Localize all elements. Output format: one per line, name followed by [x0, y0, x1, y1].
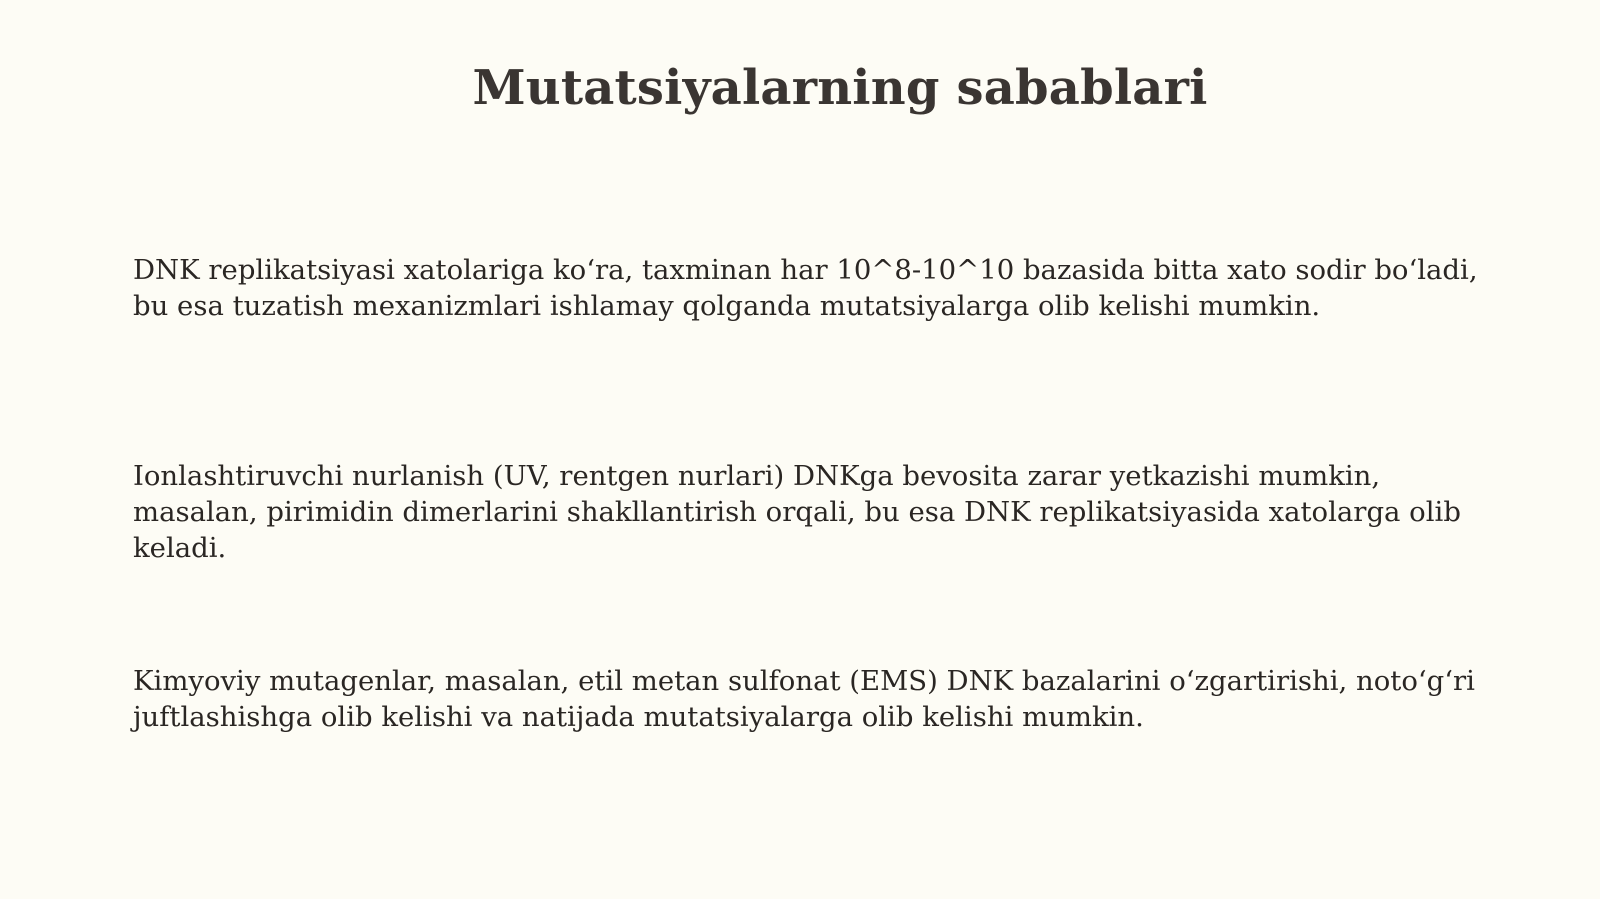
paragraph-replication-errors: DNK replikatsiyasi xatolariga koʻra, taxminan har 10^8-10^10 bazasida bitta xato sodir boʻladi, bu esa tuzatish mexanizmlari ishlamay qolganda mutatsiyalarga olib kelishi mumkin.	[133, 254, 1478, 322]
paragraph-chemical-mutagens: Kimyoviy mutagenlar, masalan, etil metan sulfonat (EMS) DNK bazalarini oʻzgartirishi, notoʻgʻri juftlashishga olib kelishi va natijada mutatsiyalarga olib kelishi mumkin.	[133, 665, 1475, 733]
paragraph-ionizing-radiation: Ionlashtiruvchi nurlanish (UV, rentgen nurlari) DNKga bevosita zarar yetkazishi mumkin, masalan, pirimidin dimerlarini shakllantirish orqali, bu esa DNK replikatsiyasida xatolarga olib keladi.	[133, 460, 1461, 564]
slide-title: Mutatsiyalarning sabablari	[472, 60, 1208, 116]
